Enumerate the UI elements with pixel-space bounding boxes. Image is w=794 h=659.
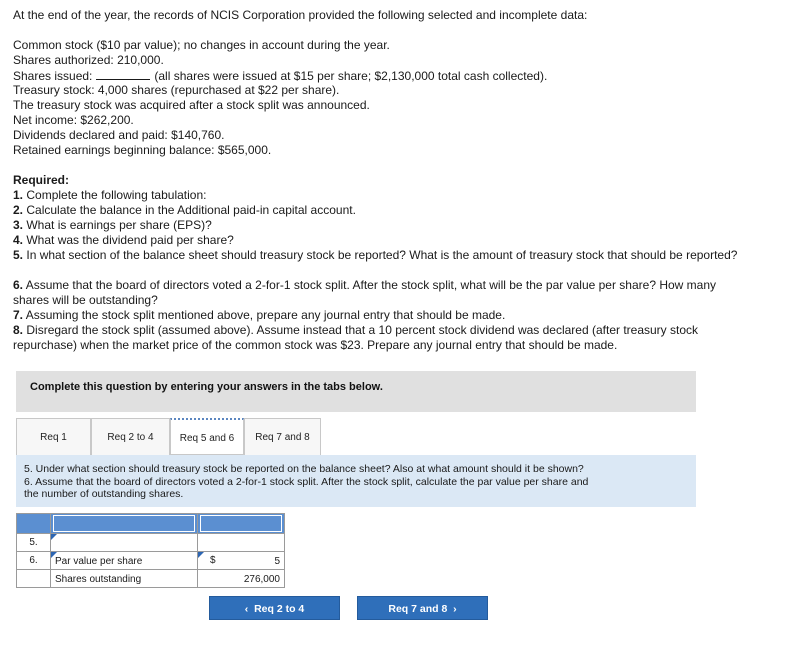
requirement-4: [13, 233, 234, 248]
header-cell: [17, 514, 51, 534]
shares-label-cell[interactable]: [51, 570, 198, 588]
fact-treasury-note: The treasury stock was acquired after a stock split was announced.: [13, 98, 370, 112]
chevron-right-icon: ›: [453, 603, 457, 615]
par-value-label: Par value per share: [55, 556, 143, 567]
question-line: the number of outstanding shares.: [24, 488, 184, 500]
table-row: [17, 534, 285, 552]
requirement-2: [13, 203, 356, 218]
answer-table-header: [17, 514, 285, 534]
tab-req-7-and-8[interactable]: Req 7 and 8: [244, 418, 321, 455]
shares-outstanding-input[interactable]: [198, 570, 285, 588]
prev-button[interactable]: [209, 596, 340, 620]
chevron-left-icon: ‹: [244, 603, 249, 615]
requirement-text: Disregard the stock split (assumed above). Assume instead that a 10 percent stock dividend was declared (after treasury stock repurchase) when the market price of the common stock was $23. Prepare any journal entry that should be made.: [13, 323, 699, 352]
fact-issued-label: Shares issued:: [13, 69, 93, 83]
tab-req-1[interactable]: Req 1: [16, 418, 91, 455]
fact-authorized: Shares authorized: 210,000.: [13, 53, 164, 67]
table-row: [17, 552, 285, 570]
instruction-bar: [16, 371, 696, 412]
question-line: 5. Under what section should treasury stock be reported on the balance sheet? Also at what amount should it be shown?: [24, 463, 584, 475]
issued-blank: [96, 68, 150, 80]
fact-issued-note: (all shares were issued at $15 per share; $2,130,000 total cash collected).: [154, 69, 548, 83]
row-number: 6.: [17, 552, 51, 570]
question-panel: [16, 455, 696, 507]
amount-input[interactable]: [198, 534, 285, 552]
requirement-5: [13, 248, 753, 263]
par-value: 5: [274, 556, 280, 567]
fact-treasury: Treasury stock: 4,000 shares (repurchased at $22 per share).: [13, 83, 340, 97]
currency-symbol: $: [210, 555, 216, 566]
requirement-num: 6.: [13, 278, 24, 292]
question-line: 6. Assume that the board of directors voted a 2-for-1 stock split. After the stock split, calculate the par value per share and: [24, 475, 589, 488]
fact-issued: [13, 68, 547, 84]
required-heading: Required:: [13, 173, 70, 187]
requirement-text: Calculate the balance in the Additional paid-in capital account.: [26, 203, 356, 217]
requirement-num: 2.: [13, 203, 24, 217]
fact-retained: Retained earnings beginning balance: $565,000.: [13, 143, 272, 157]
requirement-text: What is earnings per share (EPS)?: [26, 218, 212, 232]
par-value-input[interactable]: [198, 552, 285, 570]
dropdown-marker-icon: [51, 534, 57, 540]
requirement-text: Assuming the stock split mentioned above, prepare any journal entry that should be made.: [25, 308, 506, 322]
requirement-text: What was the dividend paid per share?: [26, 233, 234, 247]
par-value-label-cell[interactable]: [51, 552, 198, 570]
tab-req-2-to-4[interactable]: Req 2 to 4: [91, 418, 170, 455]
next-button[interactable]: [357, 596, 488, 620]
fact-net-income: Net income: $262,200.: [13, 113, 134, 127]
row-number: [17, 570, 51, 588]
instruction-text: Complete this question by entering your answers in the tabs below.: [30, 381, 383, 393]
requirement-text: Assume that the board of directors voted a 2-for-1 stock split. After the stock split, what will be the par value per share? How many shares will be outstanding?: [13, 278, 717, 307]
requirement-8: [13, 323, 748, 353]
prev-button-label: Req 2 to 4: [254, 603, 305, 615]
requirement-1: [13, 188, 206, 203]
section-select[interactable]: [51, 534, 198, 552]
problem-intro: At the end of the year, the records of NCIS Corporation provided the following selected and incomplete data:: [13, 8, 588, 22]
tab-req-5-and-6[interactable]: Req 5 and 6: [170, 418, 244, 455]
requirement-6: [13, 278, 753, 308]
requirement-num: 5.: [13, 248, 24, 262]
requirement-7: [13, 308, 505, 323]
requirement-text: In what section of the balance sheet should treasury stock be reported? What is the amount of treasury stock that should be reported?: [26, 248, 738, 262]
next-button-label: Req 7 and 8: [388, 603, 448, 615]
shares-outstanding-label: Shares outstanding: [55, 574, 142, 585]
requirement-num: 7.: [13, 308, 24, 322]
header-input[interactable]: [53, 515, 195, 532]
requirement-text: Complete the following tabulation:: [26, 188, 207, 202]
requirement-num: 4.: [13, 233, 24, 247]
dropdown-marker-icon: [198, 552, 204, 558]
requirement-3: [13, 218, 212, 233]
header-cell: [198, 514, 285, 534]
answer-table: [16, 513, 285, 588]
shares-outstanding-value: 276,000: [243, 574, 280, 585]
header-input[interactable]: [200, 515, 282, 532]
row-number: 5.: [17, 534, 51, 552]
requirement-num: 8.: [13, 323, 24, 337]
table-row: [17, 570, 285, 588]
header-cell: [51, 514, 198, 534]
fact-common-stock: Common stock ($10 par value); no changes in account during the year.: [13, 38, 390, 52]
requirement-num: 1.: [13, 188, 24, 202]
fact-dividends: Dividends declared and paid: $140,760.: [13, 128, 225, 142]
requirement-num: 3.: [13, 218, 24, 232]
